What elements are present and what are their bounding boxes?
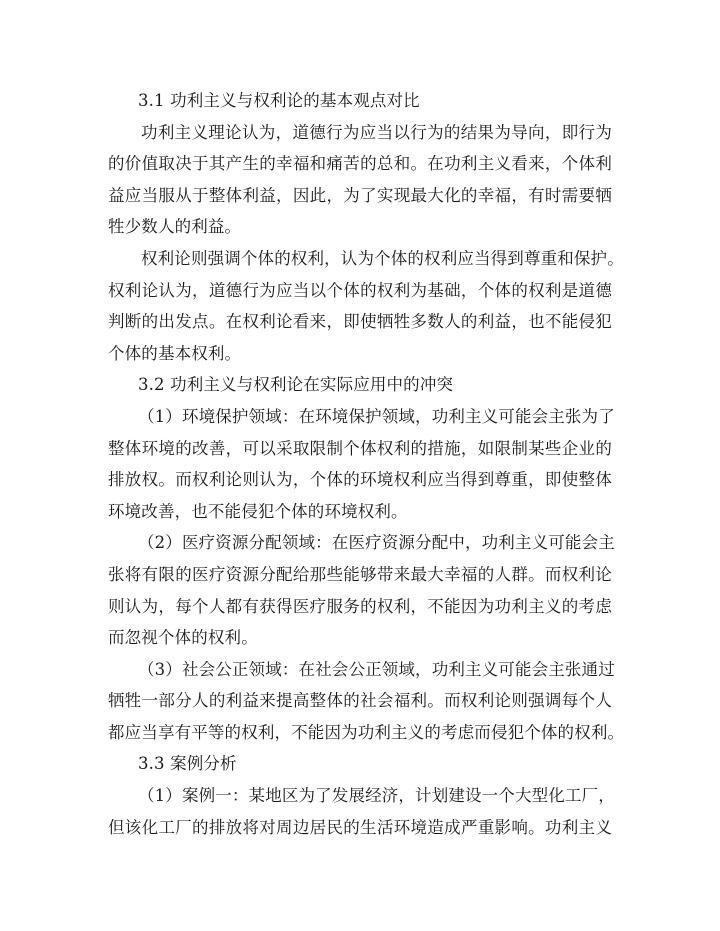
text-line: 但该化工厂的排放将对周边居民的生活环境造成严重影响。功利主义	[108, 817, 612, 837]
paragraph-social-justice	[108, 654, 625, 749]
text-line: 功利主义理论认为，道德行为应当以行为的结果为导向，即行为	[141, 122, 612, 142]
text-line: 牲少数人的利益。	[108, 217, 242, 237]
document-body	[108, 85, 625, 843]
text-line: （3）社会公正领域：在社会公正领域，功利主义可能会主张通过	[138, 659, 615, 679]
text-line: 则认为，每个人都有获得医疗服务的权利，不能因为功利主义的考虑	[108, 596, 612, 616]
text-line: 权利论则强调个体的权利，认为个体的权利应当得到尊重和保护。	[141, 248, 624, 268]
text-line: （1）环境保护领域：在环境保护领域，功利主义可能会主张为了	[138, 406, 615, 426]
section-heading-3-1: 3.1 功利主义与权利论的基本观点对比	[138, 91, 420, 110]
text-line: 而忽视个体的权利。	[108, 628, 258, 648]
paragraph-case-one	[108, 780, 615, 843]
paragraph-rights-theory	[108, 243, 624, 369]
text-line: 牺牲一部分人的利益来提高整体的社会福利。而权利论则强调每个人	[108, 691, 612, 711]
paragraph-utilitarianism	[108, 117, 612, 243]
section-heading-3-2: 3.2 功利主义与权利论在实际应用中的冲突	[138, 375, 454, 395]
text-line: 益应当服从于整体利益，因此，为了实现最大化的幸福，有时需要牺	[108, 185, 612, 205]
text-line: 环境改善，也不能侵犯个体的环境权利。	[108, 501, 408, 521]
text-line: （2）医疗资源分配领域：在医疗资源分配中，功利主义可能会主	[138, 533, 615, 553]
text-line: 整体环境的改善，可以采取限制个体权利的措施，如限制某些企业的	[108, 438, 612, 458]
text-line: 判断的出发点。在权利论看来，即使牺牲多数人的利益，也不能侵犯	[108, 312, 612, 332]
text-line: 都应当享有平等的权利，不能因为功利主义的考虑而侵犯个体的权利。	[108, 722, 625, 742]
text-line: 权利论认为，道德行为应当以个体的权利为基础，个体的权利是道德	[108, 280, 612, 300]
text-line: 排放权。而权利论则认为，个体的环境权利应当得到尊重，即使整体	[108, 470, 612, 490]
paragraph-medical	[108, 527, 615, 653]
paragraph-environment	[108, 401, 615, 527]
text-line: 张将有限的医疗资源分配给那些能够带来最大幸福的人群。而权利论	[108, 564, 612, 584]
text-line: 个体的基本权利。	[108, 343, 242, 363]
text-line: 的价值取决于其产生的幸福和痛苦的总和。在功利主义看来，个体利	[108, 154, 612, 174]
text-line: （1）案例一：某地区为了发展经济，计划建设一个大型化工厂，	[138, 786, 615, 806]
section-heading-3-3: 3.3 案例分析	[138, 754, 237, 774]
